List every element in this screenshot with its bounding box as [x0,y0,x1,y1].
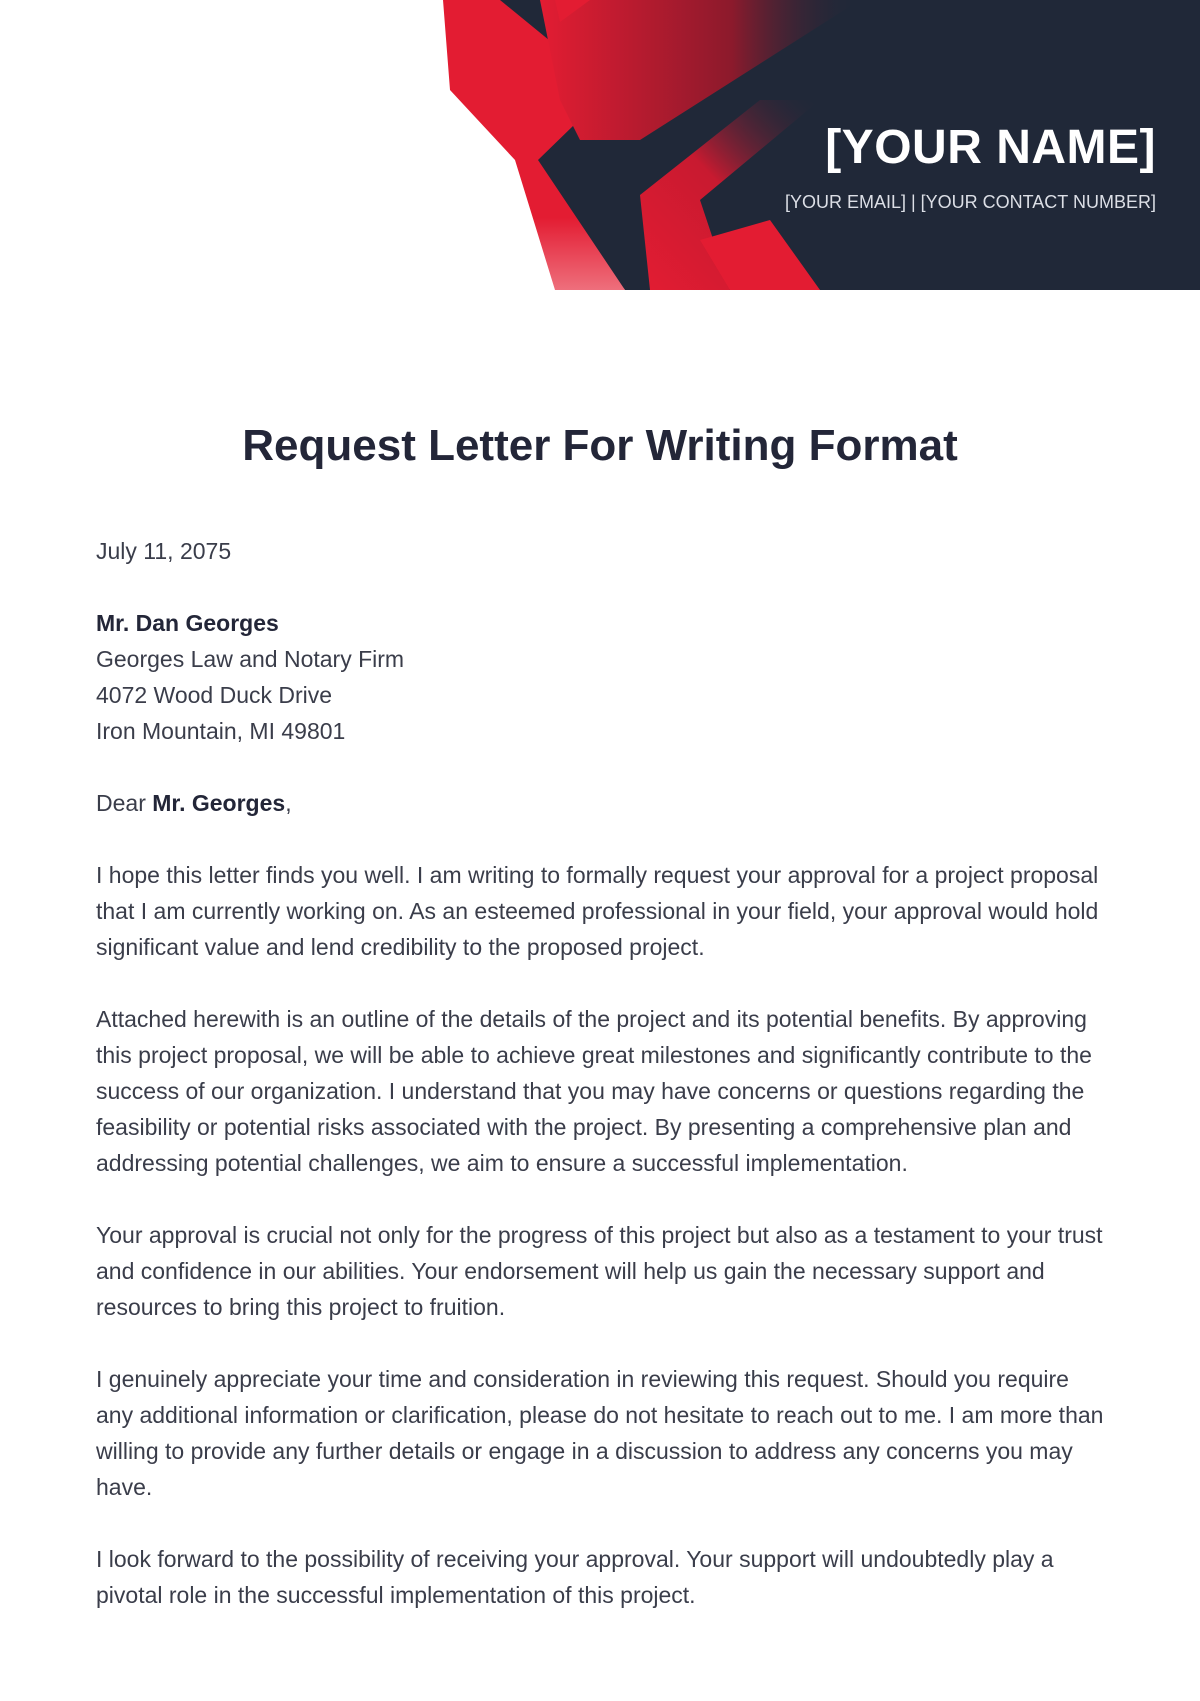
salutation-prefix: Dear [96,790,146,816]
header-identity [785,118,1156,213]
letter-body [96,533,1106,1649]
letter-date: July 11, 2075 [96,538,232,564]
sender-name: [YOUR NAME] [825,121,1156,174]
recipient-city: Iron Mountain, MI 49801 [96,718,346,744]
recipient-block [96,605,1106,749]
body-paragraph: I genuinely appreciate your time and consideration in reviewing this request. Should you require any additional information or clarification, please do not hesitate to reach out to me. I am more than willing to provide any further details or engage in a discussion to address any concerns you may have. [96,1366,1104,1500]
body-paragraph: Attached herewith is an outline of the details of the project and its potential benefits. By approving this project proposal, we will be able to achieve great milestones and significantly contribute to the success of our organization. I understand that you may have concerns or questions regarding the feasibility or potential risks associated with the project. By presenting a comprehensive plan and addressing potential challenges, we aim to ensure a successful implementation. [96,1006,1092,1176]
salutation [96,785,1106,821]
body-paragraph: I look forward to the possibility of receiving your approval. Your support will undoubtedly play a pivotal role in the successful implementation of this project. [96,1546,1054,1608]
sender-contact: [YOUR EMAIL] | [YOUR CONTACT NUMBER] [784,192,1156,212]
salutation-suffix: , [285,790,292,816]
salutation-name: Mr. Georges [152,790,286,816]
body-paragraph: Your approval is crucial not only for the progress of this project but also as a testament to your trust and confidence in our abilities. Your endorsement will help us gain the necessary support and resources to bring this project to fruition. [96,1222,1103,1320]
body-paragraph: I hope this letter finds you well. I am writing to formally request your approval for a project proposal that I am currently working on. As an esteemed professional in your field, your approval would hold significant value and lend credibility to the proposed project. [96,862,1099,960]
recipient-company: Georges Law and Notary Firm [96,646,405,672]
recipient-name: Mr. Dan Georges [96,610,279,636]
document-title: Request Letter For Writing Format [242,421,958,470]
recipient-street: 4072 Wood Duck Drive [96,682,333,708]
